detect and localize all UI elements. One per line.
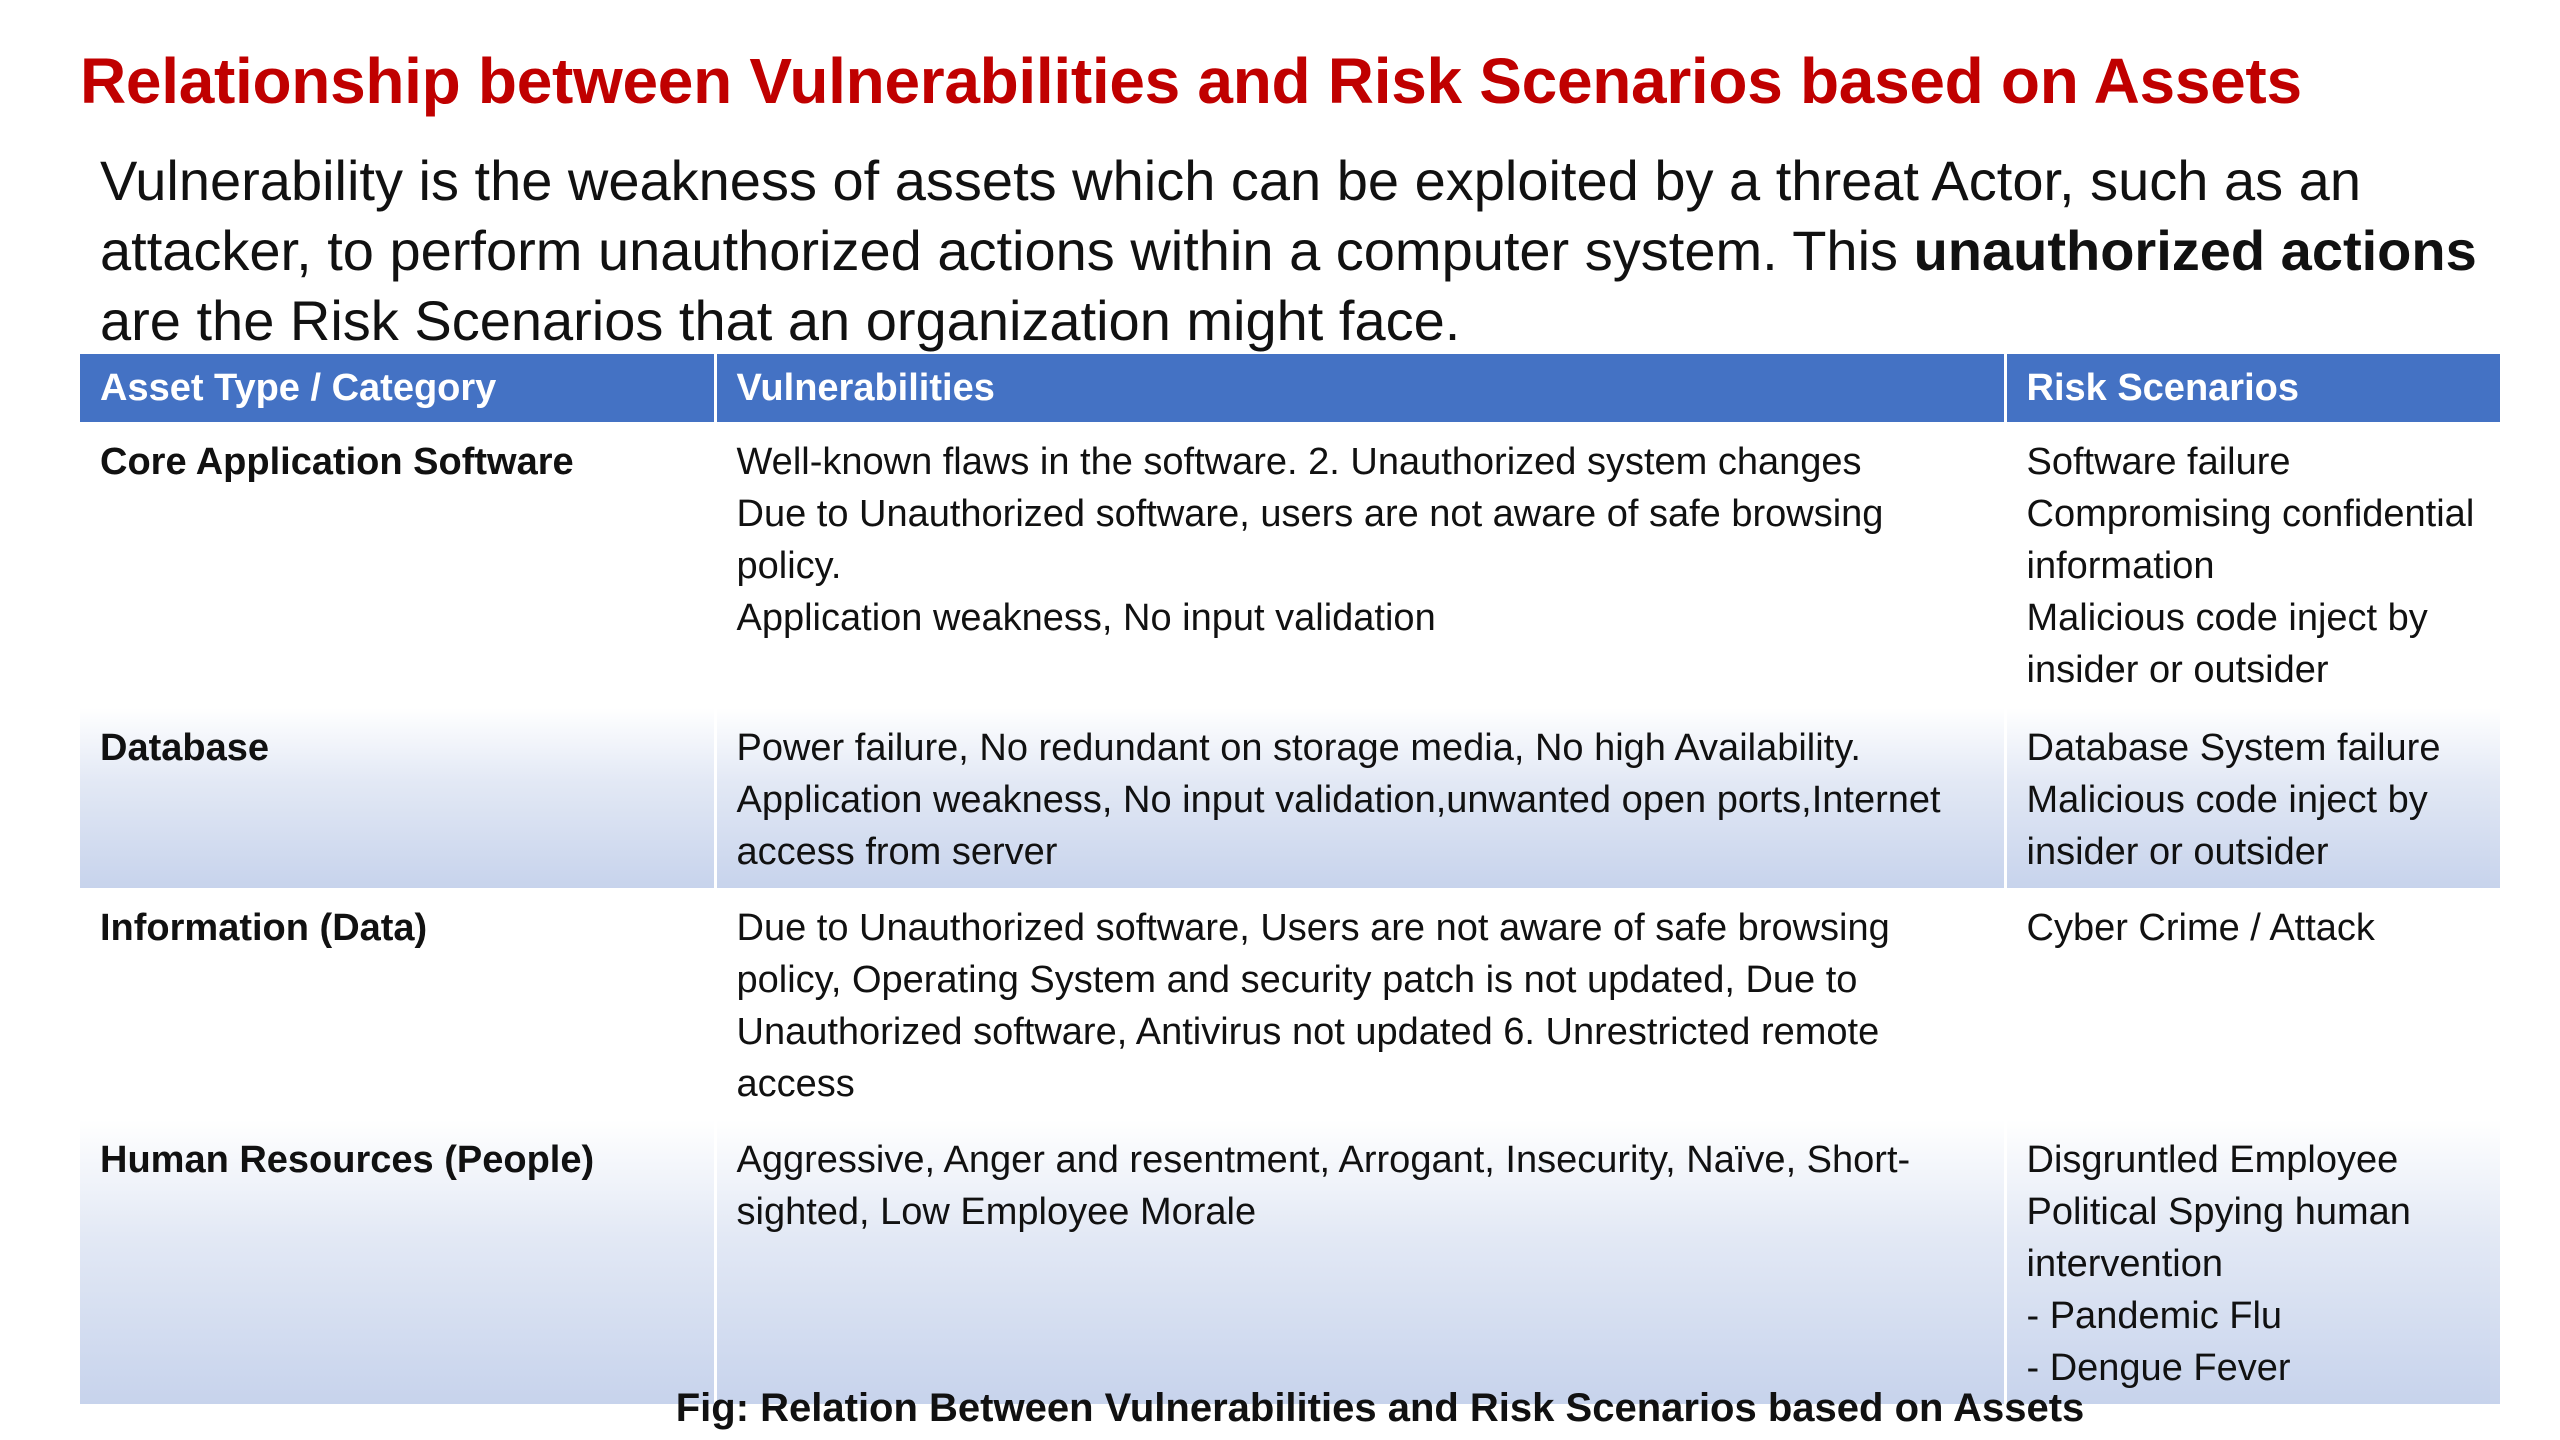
vulnerability-risk-table	[80, 354, 2500, 1404]
vulnerability-item: Due to Unauthorized software, users are not aware of safe browsing policy.	[736, 493, 1884, 587]
header-vulnerabilities: Vulnerabilities	[715, 354, 2005, 422]
risk-item: - Dengue Fever	[2026, 1347, 2291, 1389]
slide-title: Relationship between Vulnerabilities and Risk Scenarios based on Assets	[80, 45, 2302, 117]
vulnerability-item: Due to Unauthorized software, Users are not aware of safe browsing policy, Operating System and security patch is not updated, Due to Unauthorized software, Antivirus not updated 6. Unrestricted remote access	[736, 907, 1890, 1105]
risk-item: Cyber Crime / Attack	[2026, 907, 2375, 949]
risk-item: - Pandemic Flu	[2026, 1295, 2283, 1337]
row-risks	[2005, 422, 2500, 708]
risk-item: Database System failure	[2026, 727, 2441, 769]
table-row	[80, 1120, 2500, 1404]
intro-bold-text: unauthorized actions	[1913, 219, 2477, 282]
row-risks	[2005, 1120, 2500, 1404]
vulnerability-item: Power failure, No redundant on storage media, No high Availability.	[736, 727, 1861, 769]
row-vulnerabilities	[715, 1120, 2005, 1404]
table-header-row	[80, 354, 2500, 422]
row-category: Information (Data)	[80, 888, 715, 1120]
intro-text-2: are the Risk Scenarios that an organization might face.	[100, 289, 1461, 352]
header-asset-type: Asset Type / Category	[80, 354, 715, 422]
vulnerability-item: Well-known flaws in the software. 2. Unauthorized system changes	[736, 441, 1862, 483]
row-vulnerabilities	[715, 708, 2005, 888]
header-risk-scenarios: Risk Scenarios	[2005, 354, 2500, 422]
row-risks	[2005, 888, 2500, 1120]
risk-item: Software failure	[2026, 441, 2291, 483]
risk-item: Malicious code inject by insider or outsider	[2026, 597, 2428, 691]
vulnerability-item: Application weakness, No input validation	[736, 597, 1436, 639]
table-row	[80, 888, 2500, 1120]
risk-item: Malicious code inject by insider or outsider	[2026, 779, 2428, 873]
figure-caption: Fig: Relation Between Vulnerabilities and Risk Scenarios based on Assets	[675, 1386, 2085, 1430]
intro-text-1: Vulnerability is the weakness of assets which can be exploited by a threat Actor, such as an attacker, to perform unauthorized actions within a computer system. This	[100, 149, 2361, 282]
intro-paragraph	[100, 146, 2500, 356]
row-vulnerabilities	[715, 888, 2005, 1120]
vulnerability-item: Aggressive, Anger and resentment, Arrogant, Insecurity, Naïve, Short-sighted, Low Employee Morale	[736, 1139, 1911, 1233]
table-row	[80, 708, 2500, 888]
risk-item: Disgruntled Employee	[2026, 1139, 2399, 1181]
row-category: Database	[80, 708, 715, 888]
row-vulnerabilities	[715, 422, 2005, 708]
table-row	[80, 422, 2500, 708]
row-category: Human Resources (People)	[80, 1120, 715, 1404]
row-category: Core Application Software	[80, 422, 715, 708]
vulnerability-item: Application weakness, No input validation,unwanted open ports,Internet access from server	[736, 779, 1941, 873]
risk-item: Compromising confidential information	[2026, 493, 2475, 587]
row-risks	[2005, 708, 2500, 888]
risk-item: Political Spying human intervention	[2026, 1191, 2411, 1285]
